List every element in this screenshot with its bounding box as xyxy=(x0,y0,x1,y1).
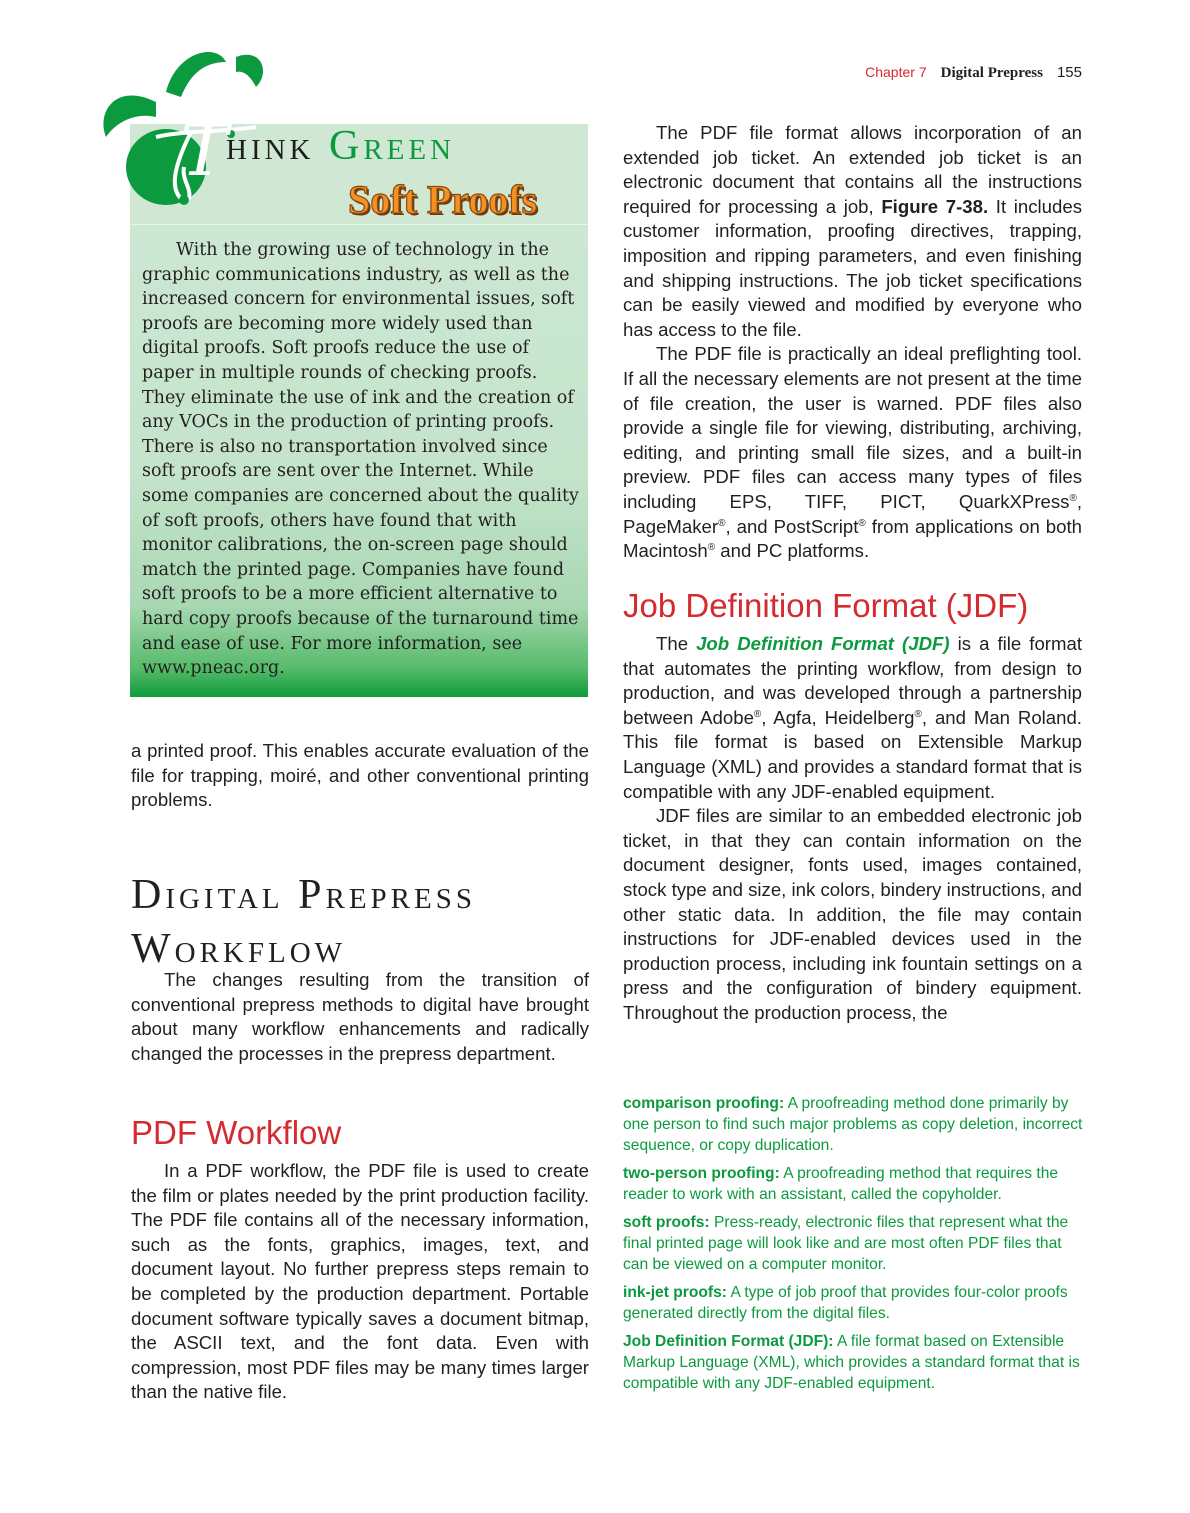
think-green-title xyxy=(226,122,455,170)
running-header xyxy=(865,64,1082,82)
think-green-initial: T xyxy=(180,108,229,192)
glossary-item xyxy=(623,1093,1083,1156)
reg-mark: ® xyxy=(753,708,762,720)
glossary-item xyxy=(623,1163,1083,1205)
p2-text-c: , and PostScript xyxy=(725,515,859,537)
think-green-paragraph: With the growing use of technology in the graphic communications industry, as well as the increased concern for environmental issues, soft proofs are becoming more widely used than digital proofs. Soft proofs reduce the use of paper in multiple rounds of checking proofs. They eliminate the use of ink and the creation of any VOCs in the production of printing proofs. There is also no transportation involved since soft proofs are sent over the Internet. While some companies are concerned about the quality of soft proofs, others have found that with monitor calibrations, the on-screen page should match the printed page. Companies have found soft proofs to be a more efficient alternative to hard copy proofs because of the turnaround time and ease of use. For more information, see www.pneac.org. xyxy=(142,240,579,679)
p3-text-a: The xyxy=(656,633,697,654)
p3-text-c: , Agfa, Heidelberg xyxy=(761,706,915,728)
glossary-item xyxy=(623,1331,1083,1394)
jdf-term: Job Definition Format (JDF) xyxy=(696,633,950,654)
think-green-title-rest: hink xyxy=(226,123,329,169)
continued-paragraph: a printed proof. This enables accurate evaluation of the file for trapping, moiré, and other conventional printing problems. xyxy=(131,740,589,811)
pdf-workflow-section xyxy=(131,1113,589,1405)
p3-text-b: is a file format that automates the printing workflow, from design to production, and was developed through a partnership between Adobe xyxy=(623,633,1082,728)
glossary-term: Job Definition Format (JDF): xyxy=(623,1333,834,1350)
heading-digital-prepress-workflow xyxy=(131,868,476,976)
p2-text-e: and PC platforms. xyxy=(715,540,870,562)
p3-text-d: , and Man Roland. This file format is based on Extensible Markup Language (XML) and provides a standard format that is compatible with any JDF-enabled equipment. xyxy=(623,706,1082,802)
reg-mark: ® xyxy=(858,517,866,529)
jdf-files-paragraph: JDF files are similar to an embedded electronic job ticket, in that they can contain information on the document designer, fonts used, images contained, stock type and size, ink colors, bindery instructions, and other static data. In addition, the file may contain instructions for JDF-enabled devices used in the production process, including ink fountain settings on a press and the configuration of bindery equipment. Throughout the production process, the xyxy=(623,805,1082,1023)
heading-jdf: Job Definition Format (JDF) xyxy=(623,587,1029,624)
reg-mark: ® xyxy=(914,708,922,720)
reg-mark: ® xyxy=(718,517,726,529)
p2-text-b: , PageMaker xyxy=(623,490,1082,537)
glossary-term: two-person proofing: xyxy=(623,1165,780,1182)
think-green-text xyxy=(142,238,582,681)
section-title: Digital Prepress xyxy=(940,65,1043,81)
p2-text-a: The PDF file is practically an ideal preflighting tool. If all the necessary elements are not present at the time of file creation, the user is warned. PDF files also provide a single file for viewing, distributing, archiving, editing, and printing small file sizes, and a built-in preview. PDF files can access many types of files including EPS, TIFF, PICT, QuarkXPress xyxy=(623,343,1082,512)
reg-mark: ® xyxy=(1069,492,1077,504)
heading-pdf-workflow: PDF Workflow xyxy=(131,1114,342,1151)
think-green-subtitle: Soft Proofs xyxy=(348,177,538,222)
glossary-item xyxy=(623,1212,1083,1275)
think-green-title-green: Green xyxy=(329,123,456,169)
pdf-workflow-paragraph: In a PDF workflow, the PDF file is used to create the film or plates needed by the print production facility. The PDF file contains all of the necessary information, such as the fonts, graphics, images, text, and document layout. No further prepress steps remain to be completed by the production department. Portable document software typically saves a document bitmap, the ASCII text, and the font data. Even with compression, most PDF files may be many times larger than the native file. xyxy=(131,1160,589,1403)
glossary-term: ink-jet proofs: xyxy=(623,1284,727,1301)
workflow-paragraph-block xyxy=(131,968,589,1066)
p2-text-d: from applications on both Macintosh xyxy=(623,515,1082,562)
jdf-intro-paragraph xyxy=(623,632,1082,804)
figure-reference: Figure 7-38. xyxy=(881,195,989,217)
chapter-label: Chapter 7 xyxy=(865,64,927,80)
p1-text-b: It includes customer information, proofing directives, trapping, imposition and ripping parameters, and even finishing and shipping instructions. The job ticket specifications can be easily viewed and modified by everyone who has access to the file. xyxy=(623,195,1082,340)
glossary-item xyxy=(623,1282,1083,1324)
glossary-definition: A type of job proof that provides four-color proofs generated directly from the digital files. xyxy=(623,1284,1068,1322)
page-number: 155 xyxy=(1056,64,1082,81)
glossary-definition: A proofreading method done primarily by one person to find such major problems as copy deletion, incorrect sequence, or copy duplication. xyxy=(623,1095,1083,1154)
pdf-preflight-paragraph xyxy=(623,342,1082,563)
workflow-paragraph: The changes resulting from the transition of conventional prepress methods to digital have brought about many workflow enhancements and radically changed the processes in the prepress department. xyxy=(131,969,589,1064)
right-column-top xyxy=(623,121,1082,564)
heading-line-2: Workflow xyxy=(131,926,347,972)
glossary-definition: A proofreading method that requires the reader to work with an assistant, called the copyholder. xyxy=(623,1165,1059,1203)
glossary-definition: A file format based on Extensible Markup Language (XML), which provides a standard format that is compatible with any JDF-enabled equipment. xyxy=(623,1333,1080,1392)
reg-mark: ® xyxy=(707,541,716,553)
glossary xyxy=(623,1093,1083,1401)
jdf-section xyxy=(623,586,1082,1026)
p1-text-a: The PDF file format allows incorporation of an extended job ticket. An extended job ticket is an electronic document that contains all the instructions required for processing a job, xyxy=(623,122,1082,217)
left-continued-paragraph-block xyxy=(131,739,589,813)
glossary-definition: Press-ready, electronic files that represent what the final printed page will look like and are most often PDF files that can be viewed on a computer monitor. xyxy=(623,1214,1069,1273)
heading-line-1: Digital Prepress xyxy=(131,872,476,918)
glossary-term: comparison proofing: xyxy=(623,1095,785,1112)
glossary-term: soft proofs: xyxy=(623,1214,710,1231)
pdf-job-ticket-paragraph xyxy=(623,121,1082,342)
